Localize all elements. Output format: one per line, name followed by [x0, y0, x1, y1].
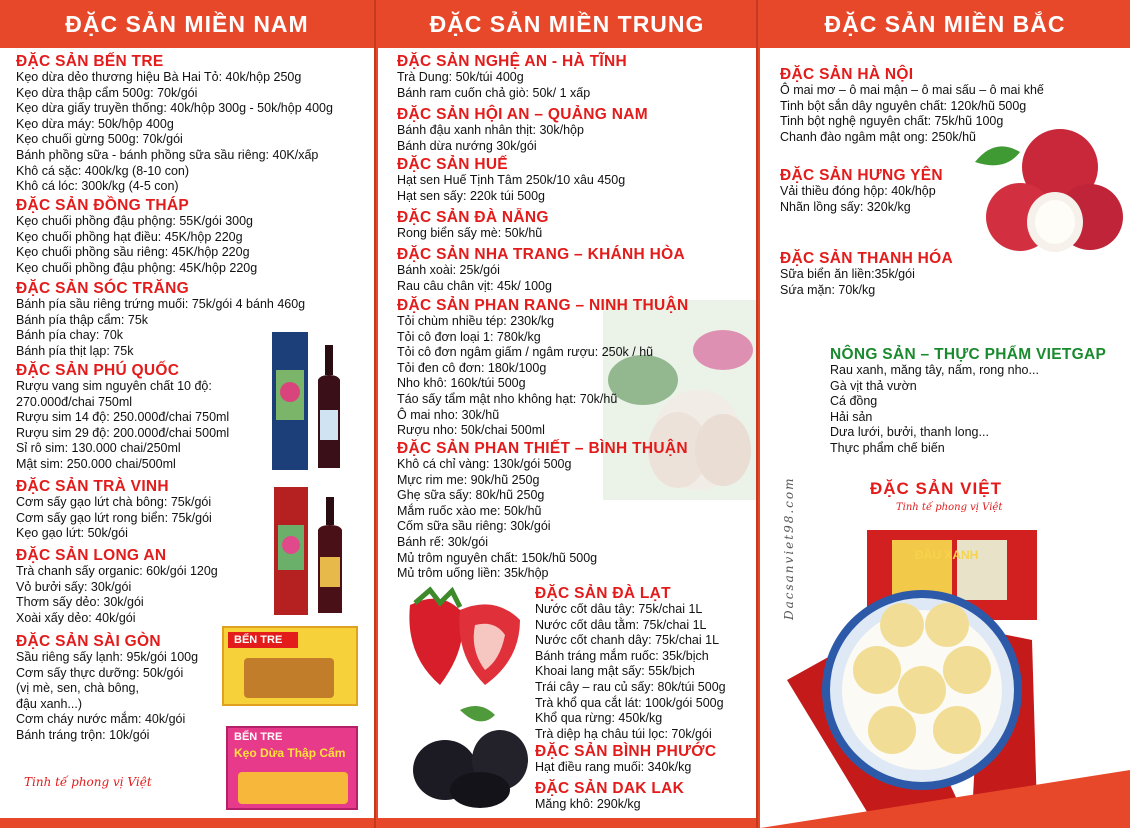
item: Cơm sấy thực dưỡng: 50k/gói [16, 665, 184, 680]
item: Sứa mặn: 70k/kg [780, 282, 876, 297]
item: Kẹo chuối phồng sầu riêng: 45K/hộp 220g [16, 245, 250, 260]
section [16, 362, 229, 473]
strawberry-image [390, 585, 535, 695]
item: Tinh bột nghệ nguyên chất: 75k/hũ 100g [780, 114, 1004, 129]
item: Ghẹ sữa sấy: 80k/hũ 250g [397, 488, 545, 503]
item: Ô mai mơ – ô mai mận – ô mai sấu – ô mai khế [780, 83, 1044, 97]
item: Mực rim me: 90k/hũ 250g [397, 472, 540, 487]
section-title: ĐẶC SẢN SÓC TRĂNG [16, 280, 190, 297]
section [397, 209, 549, 242]
section-title: ĐẶC SẢN LONG AN [16, 547, 167, 564]
item: Cốm sữa sầu riêng: 30k/gói [397, 519, 551, 534]
item: Bánh đậu xanh nhân thịt: 30k/hộp [397, 123, 584, 137]
candy-box-image [222, 626, 358, 706]
item: Hạt sen sấy: 220k túi 500g [397, 188, 546, 203]
box-label: Kẹo Dừa Thập Cẩm [234, 746, 346, 760]
section [16, 547, 218, 626]
item: Nhãn lồng sấy: 320k/kg [780, 199, 911, 214]
section [16, 53, 333, 195]
item: Khổ qua rừng: 450k/kg [535, 711, 663, 726]
item: Kẹo dừa dẻo thương hiệu Bà Hai Tỏ: 40k/hộp 250g [16, 70, 302, 84]
item: Kẹo dừa thập cẩm 500g: 70k/gói [16, 85, 198, 100]
brand-title: ĐẶC SẢN VIỆT [870, 479, 1002, 498]
footer-bar [378, 818, 756, 828]
item: Nước cốt dâu tằm: 75k/chai 1L [535, 617, 707, 632]
section-title: ĐẶC SẢN THANH HÓA [780, 250, 954, 267]
section-title: ĐẶC SẢN NGHỆ AN - HÀ TĨNH [397, 53, 627, 70]
candy-box-image [226, 726, 358, 810]
item: Rau xanh, măng tây, nấm, rong nho... [830, 363, 1039, 377]
slogan: Tinh tế phong vị Việt [24, 775, 152, 789]
box-label: BẾN TRE [234, 731, 283, 743]
item: Dưa lưới, bưởi, thanh long... [830, 425, 989, 440]
footer-bar [0, 818, 374, 828]
item: Trà diệp hạ châu túi lọc: 70k/gói [535, 726, 712, 741]
section-title: ĐẶC SẢN PHAN RANG – NINH THUẬN [397, 297, 689, 314]
section-title: ĐẶC SẢN ĐỒNG THÁP [16, 197, 190, 214]
item: Bánh phồng sữa - bánh phồng sữa sầu riêng: 40K/xấp [16, 147, 319, 162]
item: Bánh tráng trộn: 10k/gói [16, 727, 150, 742]
section [397, 440, 688, 582]
section [16, 280, 305, 359]
section [397, 246, 685, 294]
section [535, 585, 726, 742]
item: Bánh tráng mắm ruốc: 35k/bịch [535, 648, 709, 663]
banner-south: ĐẶC SẢN MIỀN NAM [0, 0, 374, 48]
item: Kẹo chuối gừng 500g: 70k/gói [16, 132, 183, 147]
section-title: ĐẶC SẢN HƯNG YÊN [780, 167, 943, 184]
item: Mủ trôm uống liền: 35k/hộp [397, 566, 549, 581]
item: Mủ trôm nguyên chất: 150k/hũ 500g [397, 550, 598, 565]
item: Kẹo chuối phồng hạt điều: 45K/hộp 220g [16, 229, 243, 244]
section-title: ĐẶC SẢN PHÚ QUỐC [16, 362, 180, 379]
item: Rượu nho: 50k/chai 500ml [397, 423, 545, 438]
item: Nước cốt chanh dây: 75k/chai 1L [535, 633, 720, 648]
item: Cơm sấy gạo lứt rong biển: 75k/gói [16, 510, 212, 525]
item: Xoài xấy dẻo: 40k/gói [16, 610, 136, 625]
section-title: ĐẶC SẢN SÀI GÒN [16, 633, 161, 650]
item: Kẹo dừa giấy truyền thống: 40k/hộp 300g - 50k/hộp 400g [16, 101, 333, 116]
item: Cá đồng [830, 394, 878, 409]
column-south [0, 0, 376, 828]
section-title: ĐẶC SẢN TRÀ VINH [16, 478, 169, 495]
section-title: ĐẶC SẢN HUẾ [397, 156, 508, 173]
item: Kẹo gạo lứt: 50k/gói [16, 526, 128, 541]
item: Bánh xoài: 25k/gói [397, 263, 500, 277]
item: Bánh pía sầu riêng trứng muối: 75k/gói 4 bánh 460g [16, 297, 306, 311]
item: Trái cây – rau củ sấy: 80k/túi 500g [535, 679, 726, 694]
item: Nước cốt dâu tây: 75k/chai 1L [535, 602, 703, 616]
slogan: Tinh tế phong vị Việt [896, 502, 1003, 513]
section [830, 346, 1106, 457]
section [397, 156, 625, 204]
item: Rượu sim 14 độ: 250.000đ/chai 750ml [16, 410, 230, 425]
item: Rong biển sấy mè: 50k/hũ [397, 226, 543, 240]
item: Bánh pía thập cẩm: 75k [16, 312, 149, 327]
section-title: ĐẶC SẢN BẾN TRE [16, 53, 164, 70]
item: Trà khổ qua cắt lát: 100k/gói 500g [535, 695, 724, 710]
item: Rượu vang sim nguyên chất 10 độ: [16, 379, 212, 393]
item: Tinh bột sắn dây nguyên chất: 120k/hũ 500g [780, 98, 1027, 113]
section [780, 250, 953, 298]
item: Khoai lang mật sấy: 55k/bịch [535, 664, 695, 679]
item: Măng khô: 290k/kg [535, 797, 641, 811]
item: Thực phẩm chế biến [830, 440, 945, 455]
website: Dacsanviet98.com [782, 476, 796, 620]
item: Tỏi chùm nhiều tép: 230k/kg [397, 314, 555, 328]
wine-bottle-image [272, 485, 362, 620]
item: Kẹo chuối phồng đậu phộng: 55K/gói 300g [16, 214, 254, 228]
section-title: ĐẶC SẢN HỘI AN – QUẢNG NAM [397, 106, 648, 123]
item: Bánh dừa nướng 30k/gói [397, 138, 537, 153]
item: Táo sấy tẩm mật nho không hạt: 70k/hũ [397, 391, 618, 406]
item: Hải sản [830, 409, 873, 424]
item: Bánh rế: 30k/gói [397, 534, 489, 549]
item: Bánh pía chay: 70k [16, 328, 124, 343]
section [780, 66, 1044, 145]
item: Ô mai nho: 30k/hũ [397, 407, 500, 422]
item: Chanh đào ngâm mật ong: 250k/hũ [780, 129, 976, 144]
item: Tỏi đen cô đơn: 180k/100g [397, 360, 547, 375]
item: Hạt sen Huế Tịnh Tâm 250k/10 xâu 450g [397, 173, 626, 187]
banner-central: ĐẶC SẢN MIỀN TRUNG [378, 0, 756, 48]
item: Trà chanh sấy organic: 60k/gói 120g [16, 564, 218, 578]
section-title: NÔNG SẢN – THỰC PHẨM VIETGAP [830, 346, 1107, 363]
banner-north: ĐẶC SẢN MIỀN BẮC [760, 0, 1130, 48]
section [16, 633, 198, 744]
section [780, 167, 943, 215]
item: Gà vịt thả vườn [830, 378, 917, 393]
column-central [378, 0, 758, 828]
box-label: ĐẬU XANH [915, 548, 979, 562]
item: Sỉ rô sim: 130.000 chai/250ml [16, 441, 181, 456]
section-title: ĐẶC SẢN NHA TRANG – KHÁNH HÒA [397, 246, 685, 263]
footer-wave [760, 770, 1130, 828]
item: Cơm cháy nước mắm: 40k/gói [16, 712, 186, 727]
item: Trà Dung: 50k/túi 400g [397, 70, 524, 84]
item: Khô cá lóc: 300k/kg (4-5 con) [16, 179, 179, 194]
item: Cơm sấy gạo lứt chà bông: 75k/gói [16, 495, 212, 509]
section [397, 53, 627, 101]
section [16, 478, 212, 542]
item: Khô cá chỉ vàng: 130k/gói 500g [397, 457, 572, 471]
item: Tỏi cô đơn loại 1: 780k/kg [397, 329, 541, 344]
section-title: ĐẶC SẢN BÌNH PHƯỚC [535, 743, 717, 760]
item: Khô cá sặc: 400k/kg (8-10 con) [16, 163, 190, 178]
section-title: ĐẶC SẢN ĐÀ NẴNG [397, 209, 549, 226]
item: Bánh pía thịt lạp: 75k [16, 343, 134, 358]
section-title: ĐẶC SẢN DAK LAK [535, 780, 685, 797]
wine-bottle-image [270, 330, 360, 475]
section [535, 780, 684, 813]
item: Thơm sấy dẻo: 30k/gói [16, 595, 144, 610]
section [535, 743, 716, 776]
item: (vị mè, sen, chà bông, [16, 681, 139, 696]
item: Rau câu chân vịt: 45k/ 100g [397, 278, 552, 293]
item: Bánh ram cuốn chả giò: 50k/ 1 xấp [397, 85, 591, 100]
item: Sầu riêng sấy lạnh: 95k/gói 100g [16, 650, 199, 664]
item: 270.000đ/chai 750ml [16, 394, 133, 409]
item: Vỏ bưởi sấy: 30k/gói [16, 579, 132, 594]
item: Hạt điều rang muối: 340k/kg [535, 760, 692, 774]
item: Kẹo chuối phồng đậu phộng: 45K/hộp 220g [16, 260, 258, 275]
box-label: BẾN TRE [228, 632, 298, 648]
item: Mật sim: 250.000 chai/500ml [16, 456, 176, 471]
section-title: ĐẶC SẢN PHAN THIẾT – BÌNH THUẬN [397, 440, 688, 457]
item: Rượu sim 29 độ: 200.000đ/chai 500ml [16, 425, 230, 440]
section-title: ĐẶC SẢN ĐÀ LẠT [535, 585, 671, 602]
section [397, 106, 648, 154]
section [397, 297, 688, 439]
column-north [760, 0, 1130, 828]
section-title: ĐẶC SẢN HÀ NỘI [780, 66, 914, 83]
item: Sữa biển ăn liền:35k/gói [780, 267, 915, 281]
item: Mắm ruốc xào me: 50k/hũ [397, 503, 542, 518]
item: đậu xanh...) [16, 696, 83, 711]
section [16, 197, 257, 276]
item: Tỏi cô đơn ngâm giấm / ngâm rượu: 250k / hũ [397, 345, 654, 360]
item: Nho khô: 160k/túi 500g [397, 376, 526, 391]
item: Vải thiều đóng hộp: 40k/hộp [780, 184, 936, 198]
blackberry-image [400, 700, 540, 810]
item: Kẹo dừa máy: 50k/hộp 400g [16, 116, 174, 131]
